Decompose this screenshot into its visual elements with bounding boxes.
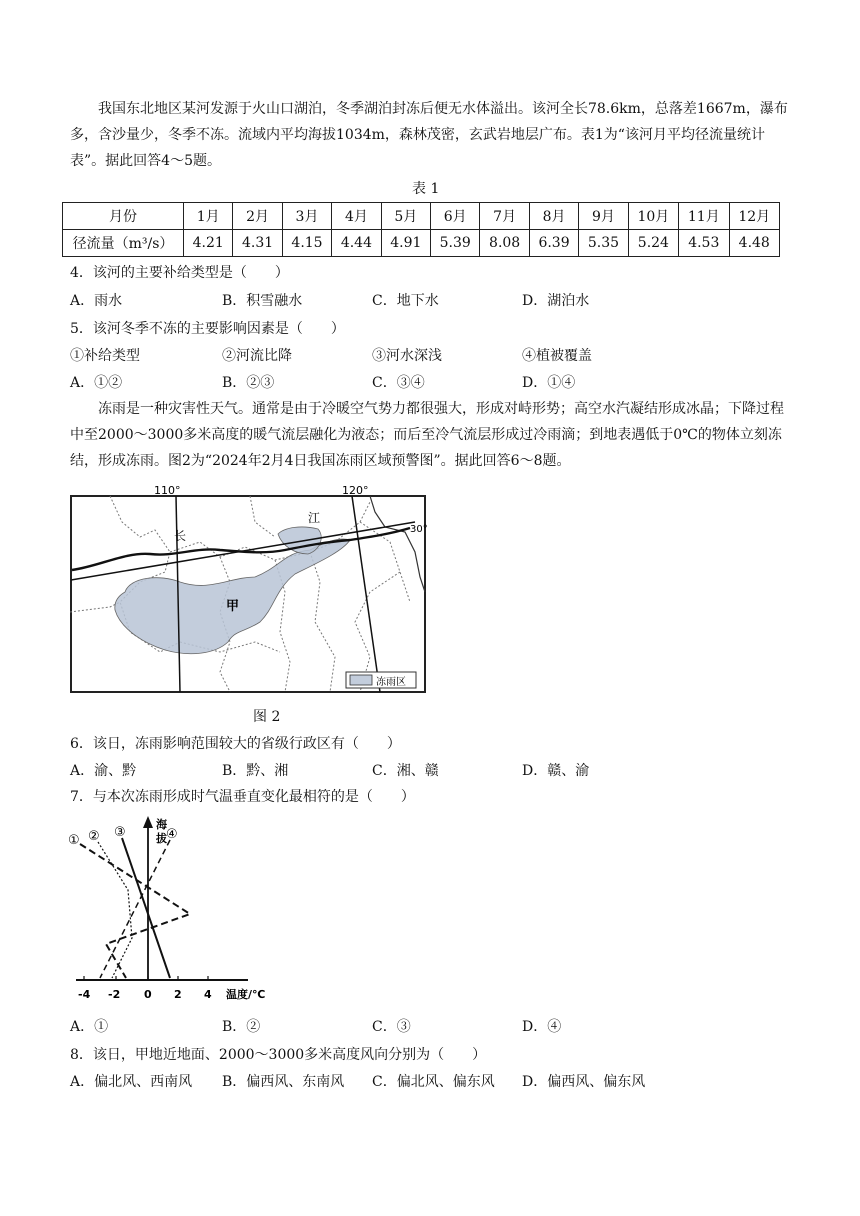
question-6-stem: 6．该日，冻雨影响范围较大的省级行政区有（ ）: [70, 736, 401, 752]
month-cell: 10月: [628, 203, 678, 230]
river-label-jiang: 江: [308, 511, 321, 525]
legend-swatch: [350, 675, 372, 685]
curve-4: [100, 840, 170, 978]
table-header-runoff: 径流量（m³/s）: [63, 230, 184, 257]
option-b[interactable]: B．②③: [222, 375, 275, 391]
value-cell: 6.39: [529, 230, 578, 257]
question-5-stem: 5．该河冬季不冻的主要影响因素是（ ）: [70, 321, 345, 337]
option-c[interactable]: C．湘、赣: [372, 763, 439, 779]
factor-4: ④植被覆盖: [522, 348, 592, 364]
value-cell: 5.24: [628, 230, 678, 257]
x-axis-label: 温度/℃: [226, 988, 266, 1001]
option-c[interactable]: C．偏北风、偏东风: [372, 1074, 495, 1090]
value-cell: 4.48: [729, 230, 780, 257]
option-b[interactable]: B．偏西风、东南风: [222, 1074, 345, 1090]
curve-label-3: ③: [114, 825, 126, 840]
factor-1: ①补给类型: [70, 348, 140, 364]
month-cell: 12月: [729, 203, 780, 230]
month-cell: 6月: [431, 203, 480, 230]
value-cell: 4.44: [332, 230, 381, 257]
option-d[interactable]: D．偏西风、偏东风: [522, 1074, 646, 1090]
temperature-profile-graph: [66, 810, 276, 1004]
option-b[interactable]: B．②: [222, 1019, 261, 1035]
value-cell: 4.15: [282, 230, 331, 257]
question-8-stem: 8．该日，甲地近地面、2000～3000多米高度风向分别为（ ）: [70, 1047, 487, 1063]
value-cell: 4.31: [233, 230, 282, 257]
option-a[interactable]: A．雨水: [70, 293, 123, 309]
month-cell: 9月: [579, 203, 628, 230]
factor-2: ②河流比降: [222, 348, 292, 364]
month-cell: 1月: [184, 203, 233, 230]
curve-label-2: ②: [88, 829, 100, 844]
lon-110-label: 110°: [154, 484, 181, 497]
factor-3: ③河水深浅: [372, 348, 442, 364]
river-label-chang: 长: [174, 529, 187, 543]
y-axis-arrow: [143, 816, 153, 828]
place-jia: 甲: [226, 599, 240, 614]
option-d[interactable]: D．④: [522, 1019, 562, 1035]
month-cell: 4月: [332, 203, 381, 230]
intro-paragraph-q6-8: 冻雨是一种灾害性天气。通常是由于冷暖空气势力都很强大，形成对峙形势；高空水汽凝结形成冰晶；下降过程中至2000～3000多米高度的暖气流层融化为液态；而后至冷气流层形成过冷雨滴；到地表遇低于0℃的物体立刻冻结，形成冻雨。图2为“2024年2月4日我国冻雨区域预警图”。据此回答6～8题。: [70, 401, 784, 469]
month-cell: 5月: [381, 203, 430, 230]
value-cell: 4.53: [679, 230, 729, 257]
curve-1: [80, 844, 190, 978]
option-a[interactable]: A．渝、黔: [70, 763, 137, 779]
month-cell: 8月: [529, 203, 578, 230]
tick-label: 2: [174, 988, 182, 1001]
option-b[interactable]: B．积雪融水: [222, 293, 303, 309]
runoff-table: [62, 202, 780, 257]
option-d[interactable]: D．湖泊水: [522, 293, 590, 309]
month-cell: 7月: [480, 203, 529, 230]
tick-label: 4: [204, 988, 212, 1001]
option-a[interactable]: A．①②: [70, 375, 123, 391]
y-axis-label-1: 海: [156, 818, 167, 831]
option-d[interactable]: D．①④: [522, 375, 576, 391]
value-cell: 8.08: [480, 230, 529, 257]
intro-paragraph-q4-5: 我国东北地区某河发源于火山口湖泊，冬季湖泊封冻后便无水体溢出。该河全长78.6km，总落差1667m，瀑布多，含沙量少，冬季不冻。流域内平均海拔1034m，森林茂密，玄武岩地层广布。表1为“该河月平均径流量统计表”。据此回答4～5题。: [70, 101, 788, 169]
legend-label: 冻雨区: [376, 677, 406, 688]
table-row-values: [63, 230, 780, 257]
table-header-month: 月份: [63, 203, 184, 230]
value-cell: 4.21: [184, 230, 233, 257]
table-caption: 表 1: [412, 181, 440, 197]
month-cell: 2月: [233, 203, 282, 230]
question-7-stem: 7．与本次冻雨形成时气温垂直变化最相符的是（ ）: [70, 789, 415, 805]
option-c[interactable]: C．③④: [372, 375, 425, 391]
month-cell: 3月: [282, 203, 331, 230]
option-b[interactable]: B．黔、湘: [222, 763, 289, 779]
freezing-rain-map: [70, 482, 428, 694]
lat-30-label: 30°: [410, 524, 428, 535]
tick-label: -2: [108, 988, 121, 1001]
curve-label-1: ①: [68, 833, 80, 848]
value-cell: 5.35: [579, 230, 628, 257]
curve-label-4: ④: [166, 827, 178, 842]
curve-3: [122, 838, 170, 978]
month-cell: 11月: [679, 203, 729, 230]
option-d[interactable]: D．赣、渝: [522, 763, 590, 779]
value-cell: 4.91: [381, 230, 430, 257]
option-c[interactable]: C．③: [372, 1019, 411, 1035]
question-4-stem: 4．该河的主要补给类型是（ ）: [70, 265, 289, 281]
tick-label: 0: [144, 988, 152, 1001]
option-a[interactable]: A．偏北风、西南风: [70, 1074, 193, 1090]
figure-2-caption: 图 2: [253, 709, 281, 725]
y-axis-label-2: 拔: [156, 832, 167, 845]
lon-120-label: 120°: [342, 484, 369, 497]
option-c[interactable]: C．地下水: [372, 293, 439, 309]
option-a[interactable]: A．①: [70, 1019, 109, 1035]
table-row-months: [63, 203, 780, 230]
value-cell: 5.39: [431, 230, 480, 257]
tick-label: -4: [78, 988, 91, 1001]
